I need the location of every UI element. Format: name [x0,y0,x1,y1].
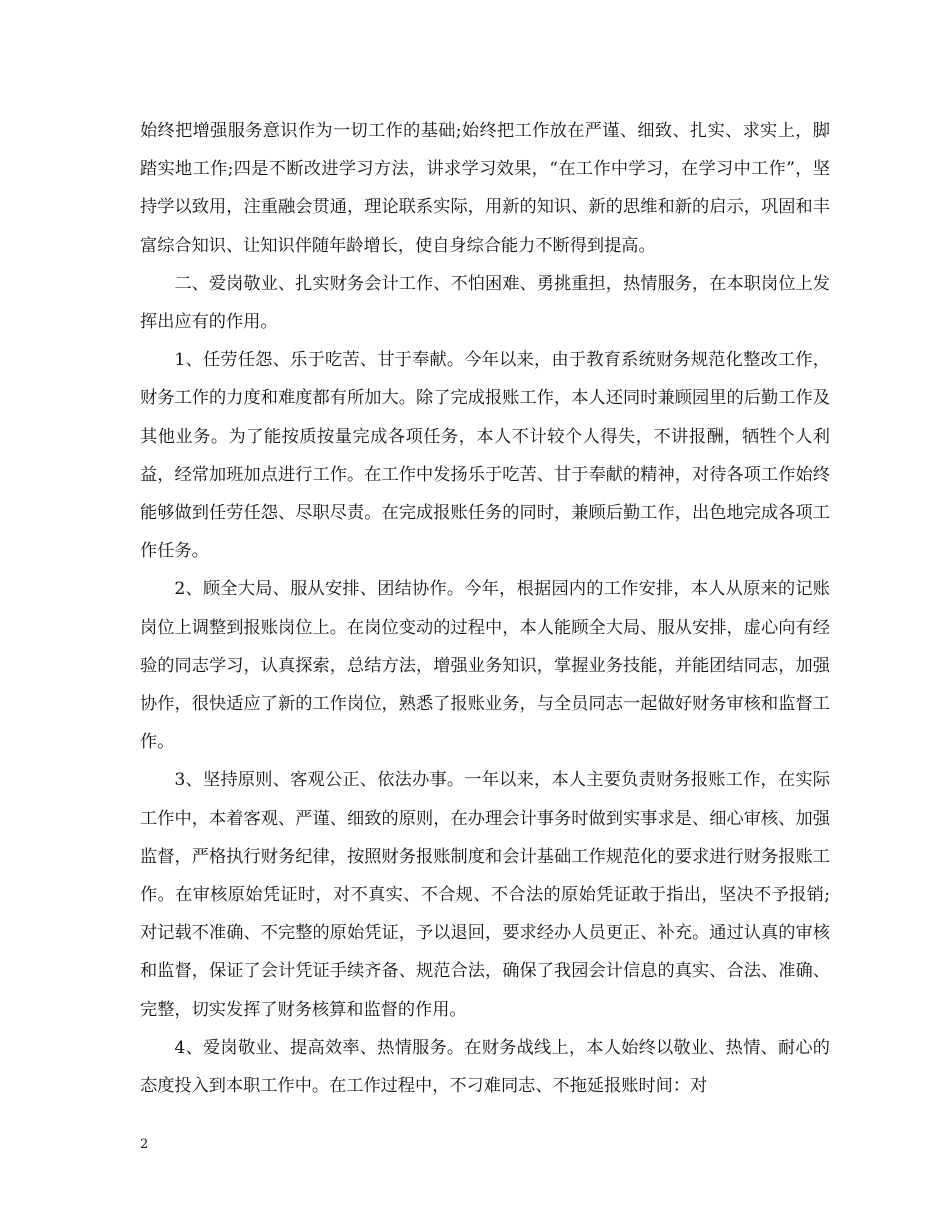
paragraph-item-3: 3、坚持原则、客观公正、依法办事。一年以来，本人主要负责财务报账工作，在实际工作中，本着客观、严谨、细致的原则，在办理会计事务时做到实事求是、细心审核、加强监督，严格执行财务纪律，按照财务报账制度和会计基础工作规范化的要求进行财务报账工作。在审核原始凭证时，对不真实、不合规、不合法的原始凭证敢于指出，坚决不予报销;对记载不准确、不完整的原始凭证，予以退回，要求经办人员更正、补充。通过认真的审核和监督，保证了会计凭证手续齐备、规范合法，确保了我园会计信息的真实、合法、准确、完整，切实发挥了财务核算和监督的作用。 [140,770,830,1020]
document-body [140,112,830,1105]
paragraph-continuation: 始终把增强服务意识作为一切工作的基础;始终把工作放在严谨、细致、扎实、求实上，脚踏实地工作;四是不断改进学习方法，讲求学习效果，“在工作中学习，在学习中工作”，坚持学以致用，注重融会贯通，理论联系实际，用新的知识、新的思维和新的启示，巩固和丰富综合知识、让知识伴随年龄增长，使自身综合能力不断得到提高。 [140,121,830,256]
page-number: 2 [140,1137,149,1152]
paragraph-item-1: 1、任劳任怨、乐于吃苦、甘于奉献。今年以来，由于教育系统财务规范化整改工作，财务工作的力度和难度都有所加大。除了完成报账工作，本人还同时兼顾园里的后勤工作及其他业务。为了能按质按量完成各项任务，本人不计较个人得失，不讲报酬，牺牲个人利益，经常加班加点进行工作。在工作中发扬乐于吃苦、甘于奉献的精神，对待各项工作始终能够做到任劳任怨、尽职尽责。在完成报账任务的同时，兼顾后勤工作，出色地完成各项工作任务。 [140,350,830,562]
paragraph-item-4: 4、爱岗敬业、提高效率、热情服务。在财务战线上，本人始终以敬业、热情、耐心的态度投入到本职工作中。在工作过程中，不刁难同志、不拖延报账时间：对 [140,1037,830,1097]
paragraph-item-2: 2、顾全大局、服从安排、团结协作。今年，根据园内的工作安排，本人从原来的记账岗位上调整到报账岗位上。在岗位变动的过程中，本人能顾全大局、服从安排，虚心向有经验的同志学习，认真探索，总结方法，增强业务知识，掌握业务技能，并能团结同志，加强协作，很快适应了新的工作岗位，熟悉了报账业务，与全员同志一起做好财务审核和监督工作。 [140,579,830,753]
paragraph-section-two: 二、爱岗敬业、扎实财务会计工作、不怕困难、勇挑重担，热情服务，在本职岗位上发挥出应有的作用。 [140,273,830,333]
